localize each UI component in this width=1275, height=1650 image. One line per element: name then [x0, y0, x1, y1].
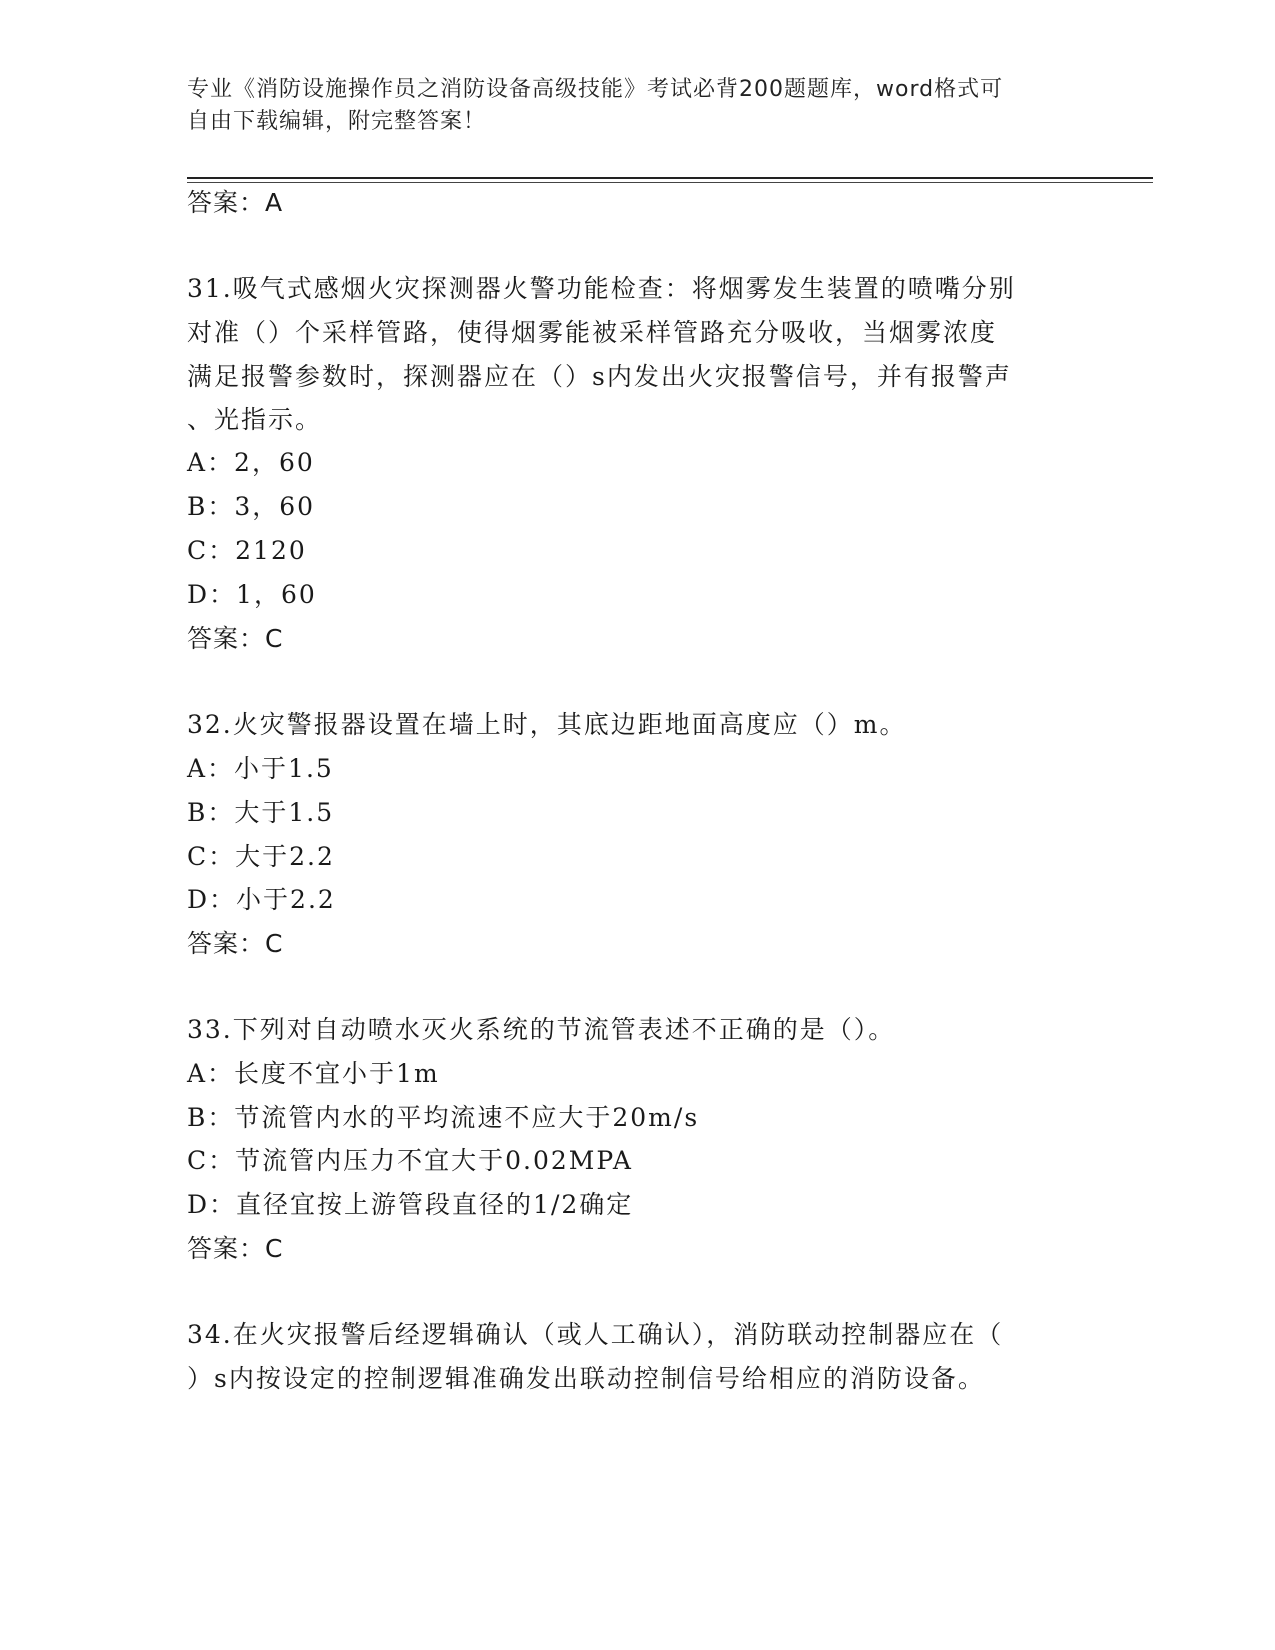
q33-option-c: C：节流管内压力不宜大于0.02MPA — [187, 1146, 633, 1175]
q31-stem-line-1: 31.吸气式感烟火灾探测器火警功能检查：将烟雾发生装置的喷嘴分别 — [187, 274, 1016, 303]
q33-stem-line-1: 33.下列对自动喷水灭火系统的节流管表述不正确的是（）。 — [187, 1015, 896, 1044]
q32-answer: 答案：C — [187, 929, 284, 958]
previous-answer: 答案：A — [187, 188, 284, 217]
q32-option-c: C：大于2.2 — [187, 842, 335, 871]
q33-option-d: D：直径宜按上游管段直径的1/2确定 — [187, 1190, 634, 1219]
document-header — [187, 74, 1087, 138]
header-divider-thin — [187, 182, 1153, 183]
header-line-2: 自由下载编辑，附完整答案！ — [187, 109, 487, 134]
q31-option-c: C：2120 — [187, 536, 307, 565]
q31-stem-line-4: 、光指示。 — [187, 405, 323, 434]
q32-option-d: D：小于2.2 — [187, 885, 336, 914]
q31-answer: 答案：C — [187, 624, 284, 653]
q32-option-a: A：小于1.5 — [187, 754, 334, 783]
q32-stem-line-1: 32.火灾警报器设置在墙上时，其底边距地面高度应（）m。 — [187, 710, 907, 739]
q33-option-b: B：节流管内水的平均流速不应大于20m/s — [187, 1103, 700, 1132]
q33-answer: 答案：C — [187, 1234, 284, 1263]
q31-stem-line-2: 对准（）个采样管路，使得烟雾能被采样管路充分吸收，当烟雾浓度 — [187, 318, 998, 347]
header-line-1: 专业《消防设施操作员之消防设备高级技能》考试必背200题题库，word格式可 — [187, 77, 1004, 102]
q34-stem-line-2: ）s内按设定的控制逻辑准确发出联动控制信号给相应的消防设备。 — [187, 1364, 985, 1393]
q31-stem-line-3: 满足报警参数时，探测器应在（）s内发出火灾报警信号，并有报警声 — [187, 362, 1012, 391]
q33-option-a: A：长度不宜小于1m — [187, 1059, 440, 1088]
q31-option-d: D：1，60 — [187, 580, 317, 609]
q32-option-b: B：大于1.5 — [187, 798, 335, 827]
header-divider-thick — [187, 177, 1153, 179]
q34-stem-line-1: 34.在火灾报警后经逻辑确认（或人工确认），消防联动控制器应在（ — [187, 1320, 1004, 1349]
q31-option-a: A：2，60 — [187, 448, 315, 477]
q31-option-b: B：3，60 — [187, 492, 316, 521]
